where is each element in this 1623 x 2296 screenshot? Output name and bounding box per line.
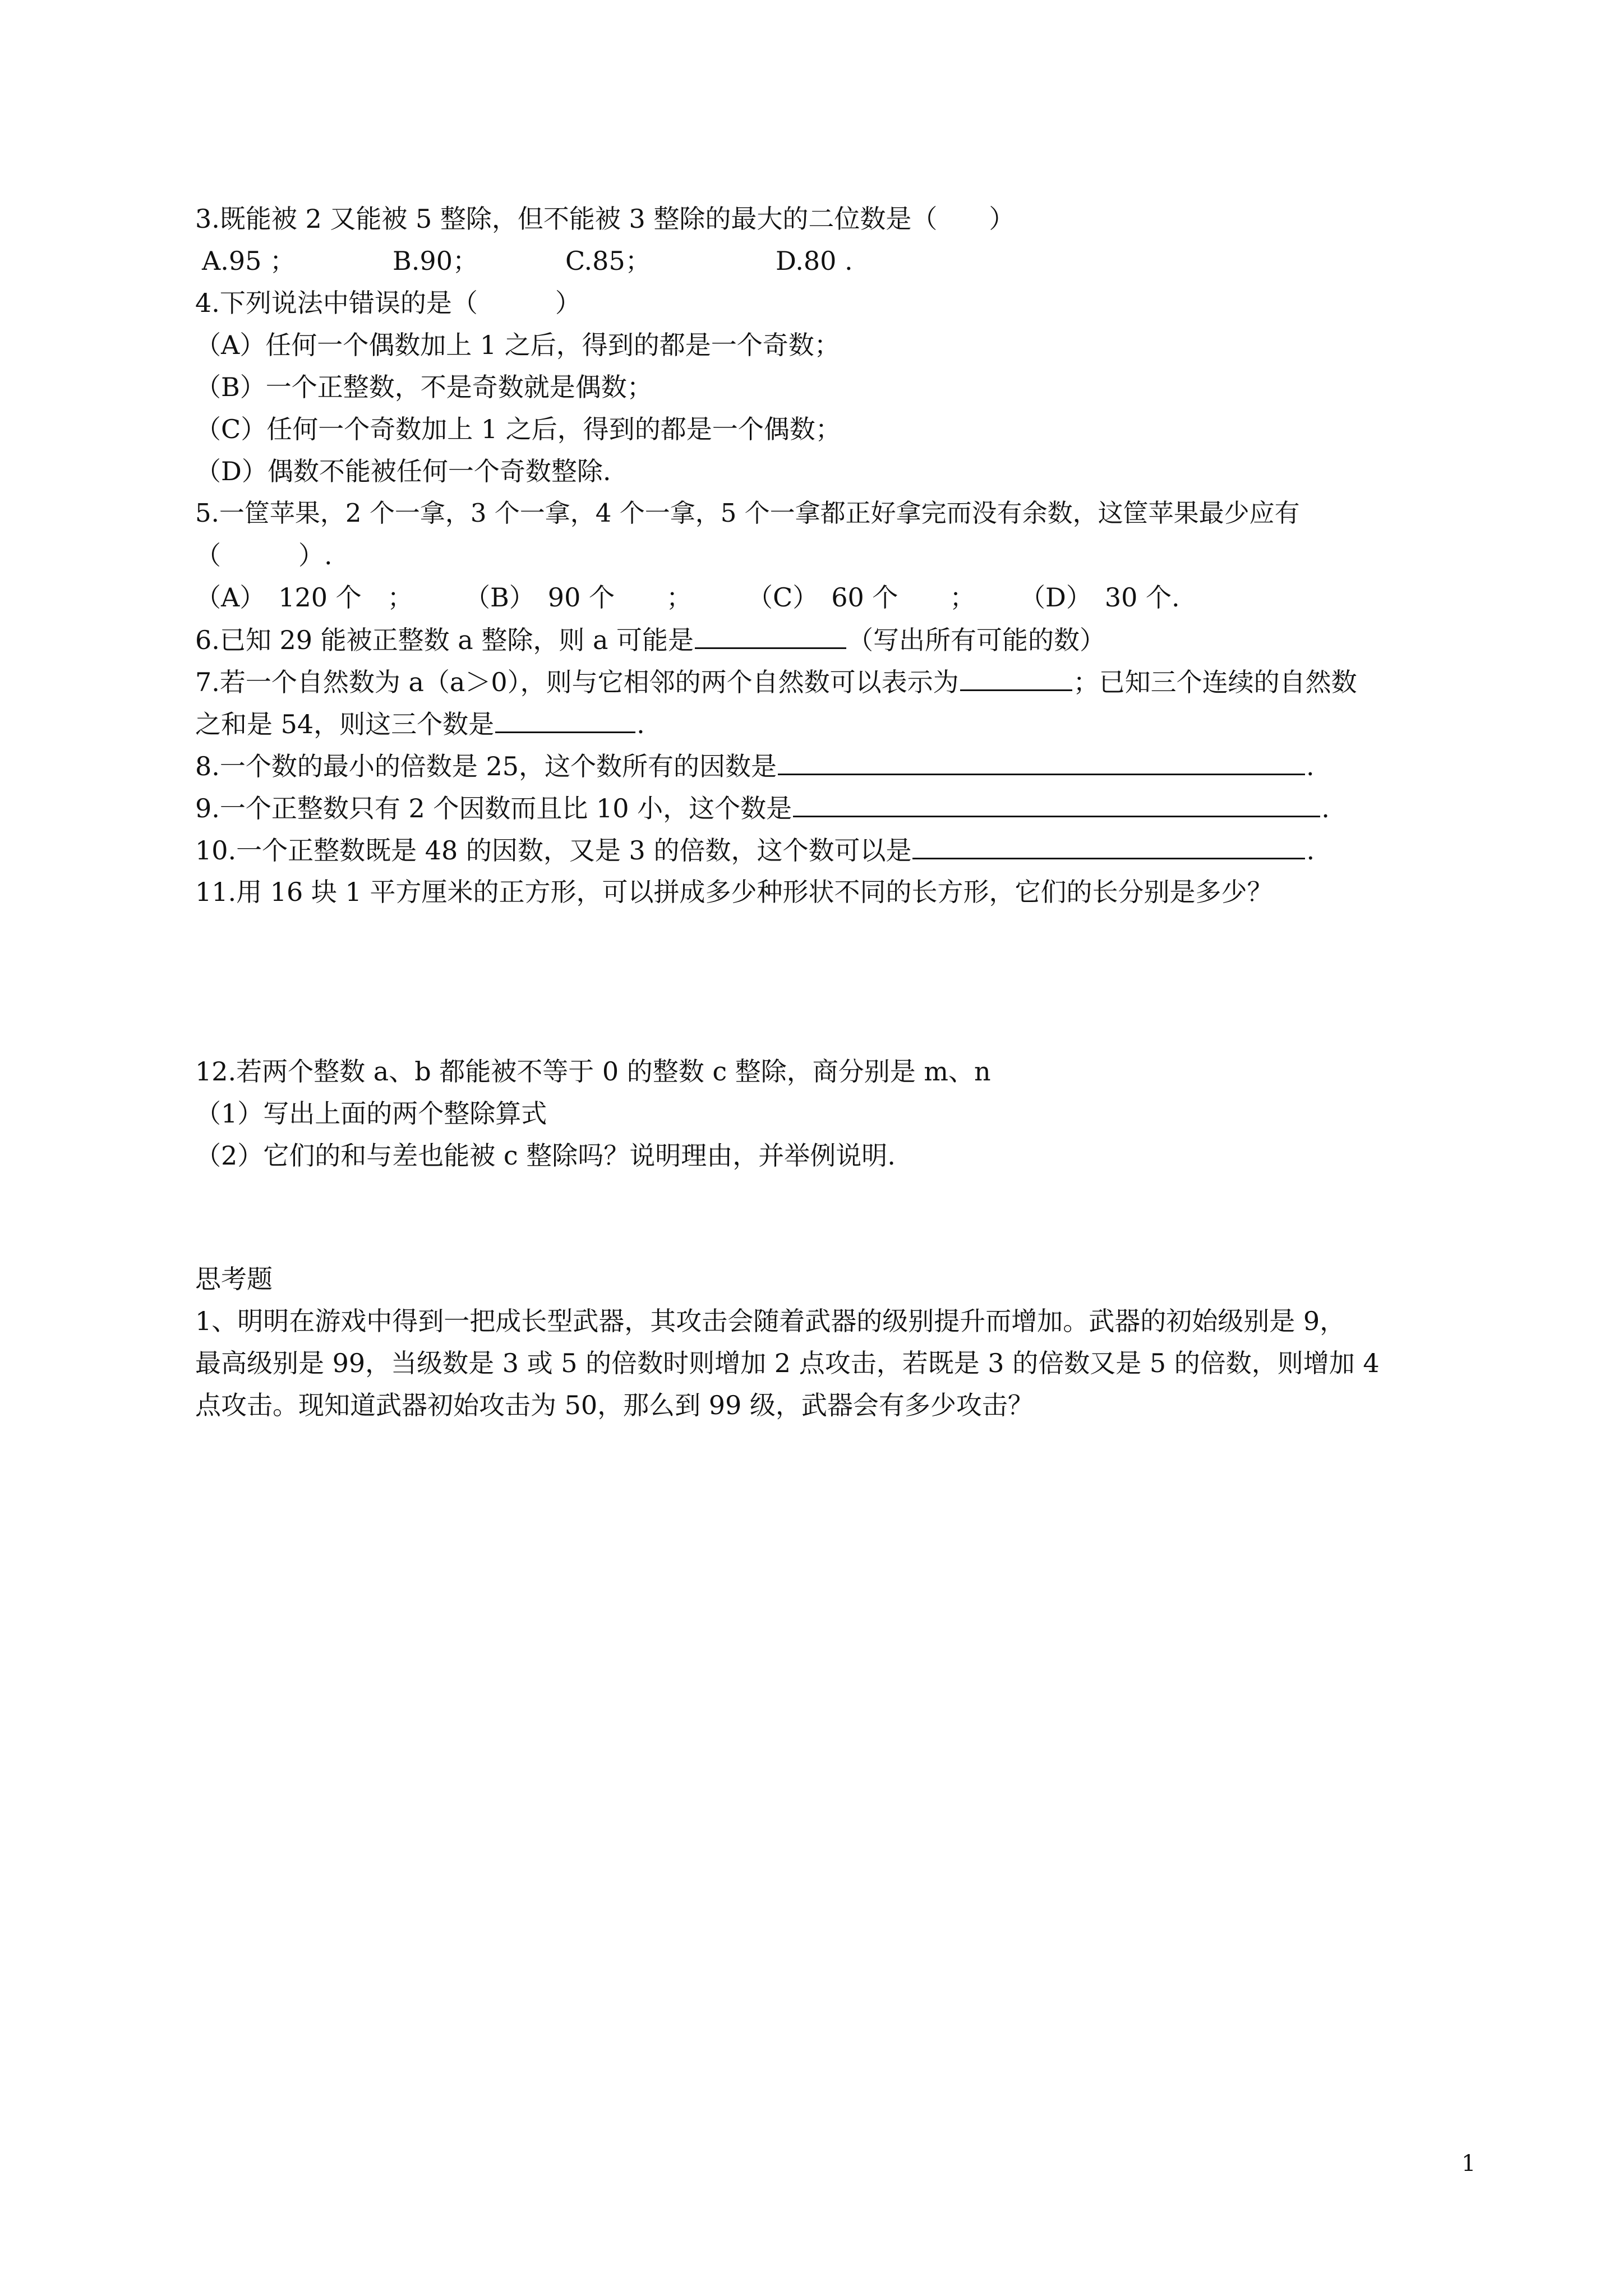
- think-line-1: 1、明明在游戏中得到一把成长型武器，其攻击会随着武器的级别提升而增加。武器的初始级别是 9，: [195, 1306, 1346, 1336]
- q3-option-d: D.80 .: [776, 246, 853, 276]
- think-line-2: 最高级别是 99，当级数是 3 或 5 的倍数时则增加 2 点攻击，若既是 3 的倍数又是 5 的倍数，则增加 4: [195, 1348, 1380, 1378]
- q12-part-2: （2）它们的和与差也能被 c 整除吗？说明理由，并举例说明.: [195, 1140, 896, 1171]
- think-heading: 思考题: [195, 1264, 273, 1294]
- q4-choice-b: （B）一个正整数，不是奇数就是偶数；: [195, 372, 653, 402]
- page-number: 1: [1461, 2151, 1476, 2177]
- q9-answer-blank[interactable]: [793, 791, 1320, 817]
- q7-line1: [195, 665, 1357, 698]
- q9-line: [195, 791, 1330, 825]
- q10-text-before: 10.一个正整数既是 48 的因数，又是 3 的倍数，这个数可以是: [195, 835, 912, 866]
- q11-stem: 11.用 16 块 1 平方厘米的正方形，可以拼成多少种形状不同的长方形，它们的长分别是多少？: [195, 877, 1273, 907]
- q4-choice-d: （D）偶数不能被任何一个奇数整除.: [195, 456, 611, 486]
- q10-text-after: .: [1306, 835, 1315, 866]
- q7-line2-before: 之和是 54，则这三个数是: [195, 709, 495, 739]
- q7-text-middle: ；已知三个连续的自然数: [1073, 667, 1357, 697]
- q10-line: [195, 833, 1315, 867]
- q10-answer-blank[interactable]: [912, 833, 1305, 859]
- q6-text-before: 6.已知 29 能被正整数 a 整除，则 a 可能是: [195, 625, 694, 655]
- q8-text-before: 8.一个数的最小的倍数是 25，这个数所有的因数是: [195, 751, 777, 781]
- q7-text-before: 7.若一个自然数为 a（a＞0），则与它相邻的两个自然数可以表示为: [195, 667, 959, 697]
- think-line-3: 点攻击。现知道武器初始攻击为 50，那么到 99 级，武器会有多少攻击？: [195, 1390, 1034, 1420]
- q5-option-c: （C） 60 个 ；: [747, 582, 976, 613]
- q3-option-a: A.95 ；: [202, 246, 296, 276]
- q6-line: [195, 623, 1105, 656]
- q9-text-after: .: [1321, 793, 1330, 823]
- q5-option-d: （D） 30 个.: [1020, 582, 1180, 613]
- q7-line2-after: .: [637, 709, 645, 739]
- q5-stem-line2: （ ）.: [195, 540, 333, 570]
- q7-neighbors-blank[interactable]: [960, 665, 1072, 691]
- q9-text-before: 9.一个正整数只有 2 个因数而且比 10 小，这个数是: [195, 793, 792, 823]
- q5-option-a: （A） 120 个 ；: [195, 582, 413, 613]
- q5-options: [195, 581, 1485, 614]
- q3-options: [195, 244, 1485, 278]
- q8-line: [195, 749, 1315, 783]
- q5-option-b: （B） 90 个 ；: [464, 582, 692, 613]
- q5-stem-line1: 5.一筐苹果，2 个一拿，3 个一拿，4 个一拿，5 个一拿都正好拿完而没有余数，这筐苹果最少应有: [195, 498, 1300, 528]
- q3-option-b: B.90；: [393, 246, 478, 276]
- q3-stem: 3.既能被 2 又能被 5 整除，但不能被 3 整除的最大的二位数是（ ）: [195, 204, 1015, 234]
- q7-numbers-blank[interactable]: [495, 707, 635, 733]
- q6-answer-blank[interactable]: [695, 623, 846, 649]
- q4-choice-c: （C）任何一个奇数加上 1 之后，得到的都是一个偶数；: [195, 414, 841, 444]
- q8-text-after: .: [1306, 751, 1315, 781]
- q7-line2: [195, 707, 645, 740]
- q12-part-1: （1）写出上面的两个整除算式: [195, 1098, 547, 1129]
- q4-stem: 4.下列说法中错误的是（ ）: [195, 288, 581, 318]
- q6-text-after: （写出所有可能的数）: [847, 625, 1106, 655]
- q3-option-c: C.85；: [565, 246, 651, 276]
- q8-answer-blank[interactable]: [778, 749, 1305, 775]
- q4-choice-a: （A）任何一个偶数加上 1 之后，得到的都是一个奇数；: [195, 330, 840, 360]
- q12-stem: 12.若两个整数 a、b 都能被不等于 0 的整数 c 整除，商分别是 m、n: [195, 1056, 991, 1087]
